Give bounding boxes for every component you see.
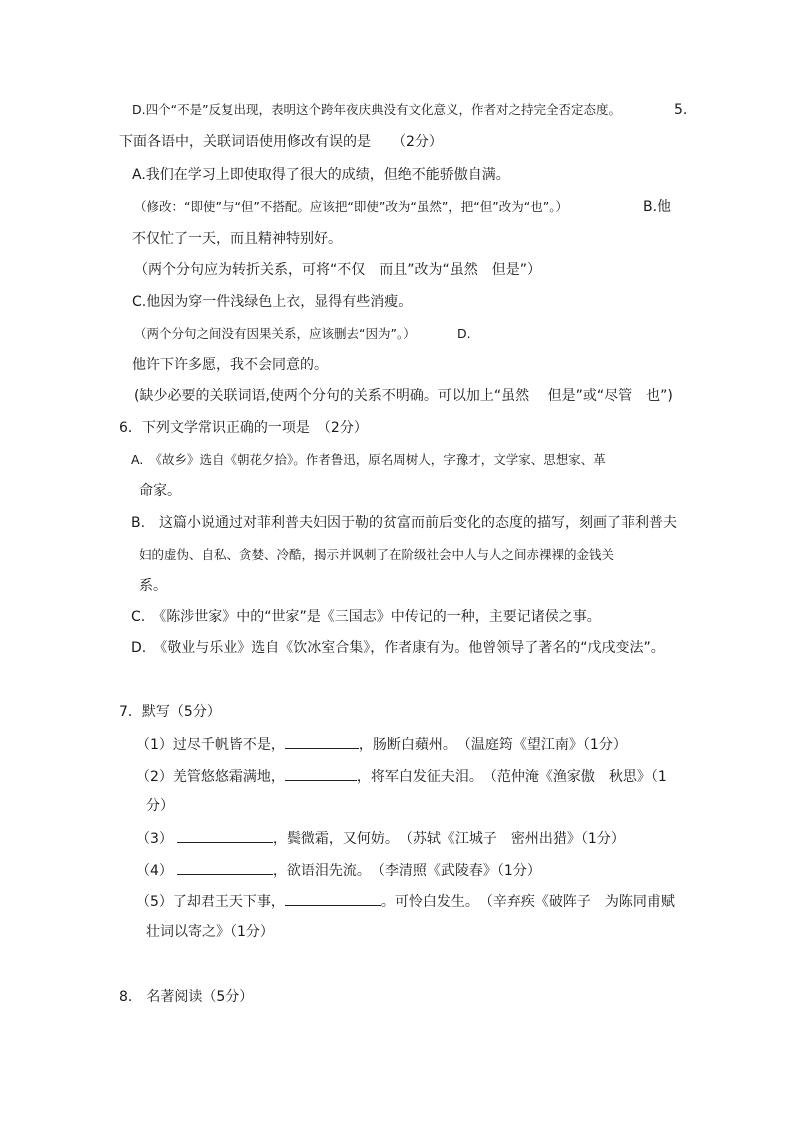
q7-item-1-blank[interactable] <box>285 734 359 749</box>
q5-option-a-note: （修改：“即使”与“但”不搭配。应该把“即使”改为“虽然”，把“但”改为“也”。） <box>134 199 568 214</box>
q7-item-1-pre: （1）过尽千帆皆不是， <box>136 737 285 753</box>
q7-item-4-blank[interactable] <box>177 860 273 875</box>
q7-item-4-pre: （4） <box>136 863 173 879</box>
q5-option-d-head: D. <box>457 326 471 341</box>
q7-item-1-post: ，肠断白蘋州。 （温庭筠《望江南》（1分） <box>358 737 627 753</box>
q7-item-5-cont: 壮词以寄之》（1分） <box>146 924 274 940</box>
q7-item-3 <box>136 828 625 849</box>
q7-item-1 <box>136 734 627 755</box>
q8-stem: 8. 名著阅读（5分） <box>119 989 254 1005</box>
q7-item-3-pre: （3） <box>136 831 173 847</box>
q5-option-b-note: （两个分句应为转折关系，可将“不仅 而且”改为“虽然 但是”） <box>134 262 542 278</box>
q7-item-4-post: ，欲语泪先流。 （李清照《武陵春》（1分） <box>272 863 541 879</box>
q5-option-b-text: 不仅忙了一天，而且精神特别好。 <box>132 231 342 247</box>
q7-item-5-blank[interactable] <box>285 891 381 906</box>
q6-option-b-line1: B. 这篇小说通过对菲利普夫妇因于勒的贫富而前后变化的态度的描写，刻画了菲利普夫 <box>131 515 678 531</box>
q7-item-2-blank[interactable] <box>285 766 357 781</box>
q7-item-3-blank[interactable] <box>177 828 273 843</box>
q6-stem: 6．下列文学常识正确的一项是 （2分） <box>119 420 368 436</box>
q5-number: 5. <box>674 102 688 118</box>
q7-item-4 <box>136 860 541 881</box>
q6-option-b-line2: 妇的虚伪、自私、贪婪、冷酷，揭示并讽刺了在阶级社会中人与人之间赤裸裸的金钱关 <box>139 547 615 562</box>
q6-option-d: D. 《敬业与乐业》选自《饮冰室合集》，作者康有为。他曾领导了著名的“戊戌变法”。 <box>131 640 665 656</box>
q7-item-2-cont: 分） <box>146 798 174 814</box>
q6-option-a-line2: 命家。 <box>139 483 181 499</box>
q7-item-2-pre: （2）羌管悠悠霜满地， <box>136 769 285 785</box>
q5-option-a: A.我们在学习上即使取得了很大的成绩，但绝不能骄傲自满。 <box>132 167 510 183</box>
q5-option-c: C.他因为穿一件浅绿色上衣，显得有些消瘦。 <box>132 294 413 310</box>
q7-item-3-post: ，鬓微霜，又何妨。 （苏轼《江城子 密州出猎》（1分） <box>272 831 625 847</box>
q5-option-d-note: (缺少必要的关联词语,使两个分句的关系不明确。可以加上“虽然 但是”或“尽管 也”) <box>134 388 673 404</box>
q7-item-2 <box>136 766 667 787</box>
q7-item-5-post: 。可怜白发生。 （辛弃疾《破阵子 为陈同甫赋 <box>380 894 675 910</box>
q6-option-a-line1: A. 《故乡》选自《朝花夕拾》。作者鲁迅，原名周树人，字豫才，文学家、思想家、革 <box>131 452 606 467</box>
q4-option-d: D.四个“不是”反复出现，表明这个跨年夜庆典没有文化意义，作者对之持完全否定态度。 <box>132 102 622 117</box>
q6-option-b-line3: 系。 <box>139 578 167 594</box>
q5-stem: 下面各语中，关联词语使用修改有误的是 （2分） <box>119 134 443 150</box>
q7-item-5 <box>136 891 675 912</box>
q6-option-c: C. 《陈涉世家》中的“世家”是《三国志》中传记的一种，主要记诸侯之事。 <box>131 609 601 625</box>
q5-option-b-head: B.他 <box>643 199 672 215</box>
q7-item-2-post: ，将军白发征夫泪。 （范仲淹《渔家傲 秋思》（1 <box>356 769 667 785</box>
q5-option-c-note: （两个分句之间没有因果关系，应该删去“因为”。） <box>134 326 416 341</box>
q7-item-5-pre: （5）了却君王天下事， <box>136 894 285 910</box>
q5-option-d-text: 他许下许多愿，我不会同意的。 <box>132 357 328 373</box>
q7-stem: 7．默写（5分） <box>119 704 221 720</box>
